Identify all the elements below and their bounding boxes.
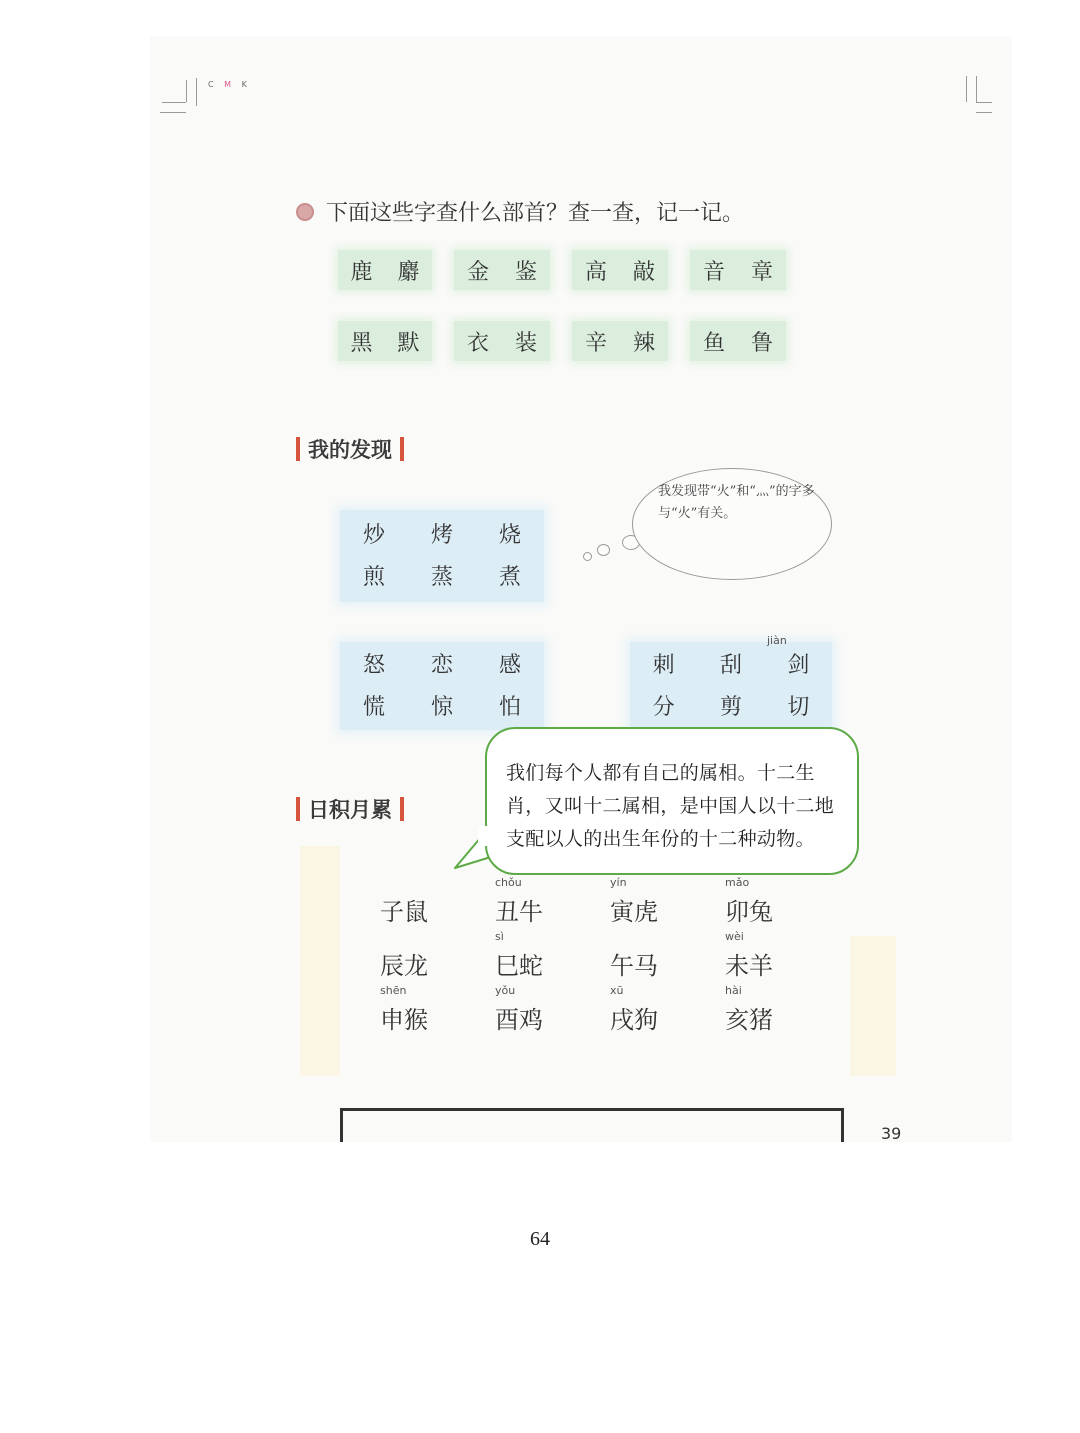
section-bar-right — [400, 437, 404, 461]
thought-dot — [597, 544, 610, 556]
char-row: 刺 刮 剑 — [652, 652, 810, 678]
question-text: 下面这些字查什么部首？查一查，记一记。 — [326, 201, 745, 226]
radical-chip: 音 章 — [690, 250, 786, 290]
char-row: 慌 惊 怕 — [362, 694, 521, 720]
zodiac-grid — [380, 876, 840, 1042]
crop-mark-top-left-v2 — [196, 78, 197, 106]
zodiac-item: hài 亥猪 — [725, 984, 773, 1034]
zodiac-item: 午马 — [610, 952, 658, 980]
radical-chip: 鹿 麝 — [338, 250, 432, 290]
zodiac-item: 子鼠 — [380, 898, 428, 926]
decorative-glow — [300, 846, 340, 1076]
zodiac-item: wèi 未羊 — [725, 930, 773, 980]
zodiac-item: yǒu 酉鸡 — [495, 984, 543, 1034]
char-row: 炒 烤 烧 — [362, 522, 521, 548]
speech-bubble-tail-mask — [478, 826, 494, 846]
radical-chip: 辛 辣 — [572, 321, 668, 361]
zodiac-item: yín 寅虎 — [610, 876, 658, 926]
zodiac-item: sì 巳蛇 — [495, 930, 543, 980]
zodiac-item: shēn 申猴 — [380, 984, 428, 1034]
cmk-color-marks: C M K — [208, 80, 251, 89]
crop-mark-top-right — [966, 76, 967, 102]
radical-chip: 衣 装 — [454, 321, 550, 361]
radical-chip: 鱼 鲁 — [690, 321, 786, 361]
crop-mark-top-left — [186, 80, 187, 102]
section-title-text: 我的发现 — [308, 438, 392, 462]
radical-chip: 金 鉴 — [454, 250, 550, 290]
zodiac-item: 辰龙 — [380, 952, 428, 980]
flower-bullet-icon — [296, 203, 314, 221]
section-title-discovery — [288, 434, 412, 464]
decorative-glow — [850, 936, 896, 1076]
section-bar-right — [400, 797, 404, 821]
exercise-question — [296, 196, 744, 227]
section-title-text: 日积月累 — [308, 798, 392, 822]
speech-bubble-text: 我们每个人都有自己的属相。十二生肖，又叫十二属相，是中国人以十二地支配以人的出生年份的十二种动物。 — [506, 763, 835, 850]
fire-radical-box — [340, 510, 544, 602]
next-section-box — [340, 1108, 844, 1142]
section-bar-left — [296, 797, 300, 821]
radical-chip: 黑 默 — [338, 321, 432, 361]
crop-mark-top-left-h2 — [160, 112, 186, 113]
crop-mark-top-right-h2 — [976, 112, 992, 113]
heart-radical-box — [340, 642, 544, 730]
knife-radical-box — [630, 642, 832, 730]
char-row: 分 剪 切 — [652, 694, 810, 720]
crop-mark-top-right-v2 — [976, 76, 977, 102]
char-row: 怒 恋 感 — [362, 652, 521, 678]
section-bar-left — [296, 437, 300, 461]
document-page-number: 64 — [530, 1228, 550, 1250]
pinyin-jian: jiàn — [767, 634, 787, 647]
zodiac-row — [380, 930, 840, 988]
zodiac-item: xū 戌狗 — [610, 984, 658, 1034]
zodiac-row — [380, 876, 840, 934]
book-page-number: 39 — [881, 1124, 902, 1142]
radical-chip: 高 敲 — [572, 250, 668, 290]
zodiac-item: mǎo 卯兔 — [725, 876, 773, 926]
crop-mark-top-left-h — [162, 102, 186, 103]
char-row: 煎 蒸 煮 — [362, 564, 521, 590]
scanned-textbook-page — [150, 36, 1012, 1142]
zodiac-item: chǒu 丑牛 — [495, 876, 543, 926]
thought-dot — [583, 552, 592, 561]
section-title-accumulate — [288, 794, 412, 824]
crop-mark-top-right-h — [976, 102, 992, 103]
zodiac-row — [380, 984, 840, 1042]
thought-cloud-text: 我发现带“火”和“灬”的字多与“火”有关。 — [658, 484, 815, 521]
